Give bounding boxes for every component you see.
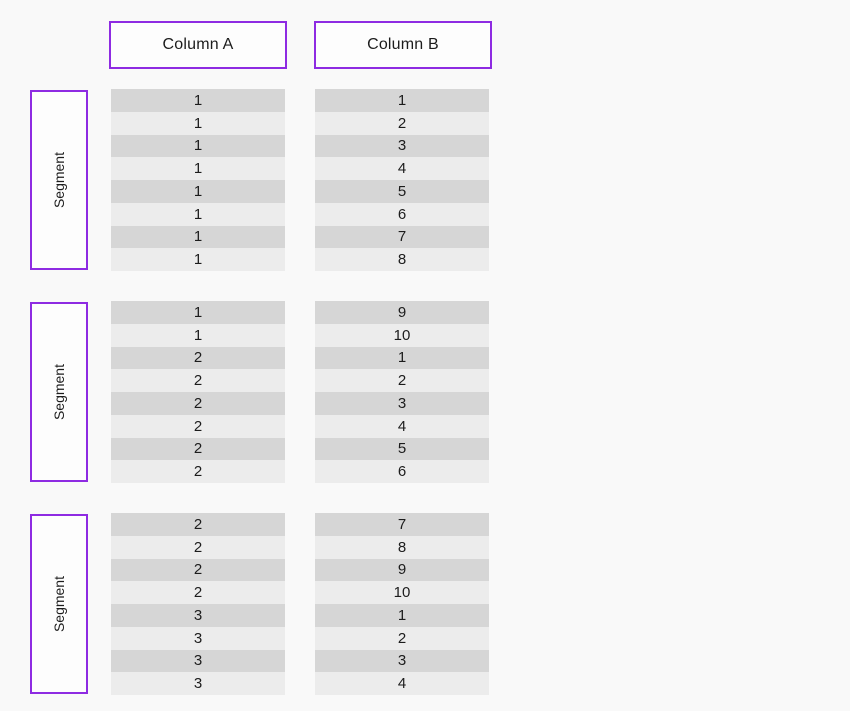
table-row: 10 [315,581,489,604]
column-b-cells [315,301,489,483]
column-b-cells [315,89,489,271]
table-row: 3 [315,650,489,673]
table-row: 1 [111,248,285,271]
table-row: 1 [111,180,285,203]
table-row: 2 [111,438,285,461]
table-row: 6 [315,460,489,483]
table-row: 2 [111,513,285,536]
table-row: 2 [315,627,489,650]
table-row: 9 [315,301,489,324]
table-row: 2 [111,369,285,392]
column-b-cells [315,513,489,695]
column-b-header [314,21,492,69]
segment-label: Segment [51,363,67,421]
table-row: 3 [111,672,285,695]
table-row: 2 [111,347,285,370]
segment-label-box [30,302,88,482]
table-row: 1 [111,203,285,226]
column-a-header-label: Column A [162,36,234,53]
table-row: 1 [315,89,489,112]
table-row: 1 [111,301,285,324]
table-row: 1 [111,157,285,180]
table-row: 1 [315,347,489,370]
table-row: 2 [315,369,489,392]
table-row: 7 [315,226,489,249]
column-b-header-label: Column B [367,36,439,53]
table-row: 10 [315,324,489,347]
table-row: 1 [111,226,285,249]
table-row: 1 [111,135,285,158]
table-row: 2 [111,392,285,415]
segment-label: Segment [51,151,67,209]
table-row: 6 [315,203,489,226]
table-row: 1 [111,324,285,347]
column-a-header [109,21,287,69]
table-row: 4 [315,157,489,180]
table-row: 5 [315,180,489,203]
table-row: 2 [111,460,285,483]
segment-label-box [30,90,88,270]
table-row: 2 [315,112,489,135]
table-row: 1 [111,89,285,112]
table-row: 1 [315,604,489,627]
table-row: 3 [111,627,285,650]
table-row: 3 [315,135,489,158]
table-row: 3 [111,604,285,627]
table-row: 2 [111,415,285,438]
segment-label: Segment [51,575,67,633]
table-row: 8 [315,248,489,271]
table-row: 5 [315,438,489,461]
segment-group [0,301,850,483]
table-row: 4 [315,415,489,438]
column-a-cells [111,89,285,271]
table-row: 1 [111,112,285,135]
segment-group [0,513,850,695]
segment-label-box [30,514,88,694]
table-row: 3 [111,650,285,673]
column-a-cells [111,513,285,695]
table-row: 3 [315,392,489,415]
column-a-cells [111,301,285,483]
table-row: 9 [315,559,489,582]
segment-group [0,89,850,271]
table-row: 2 [111,536,285,559]
table-row: 8 [315,536,489,559]
table-row: 7 [315,513,489,536]
table-row: 4 [315,672,489,695]
table-row: 2 [111,581,285,604]
table-row: 2 [111,559,285,582]
